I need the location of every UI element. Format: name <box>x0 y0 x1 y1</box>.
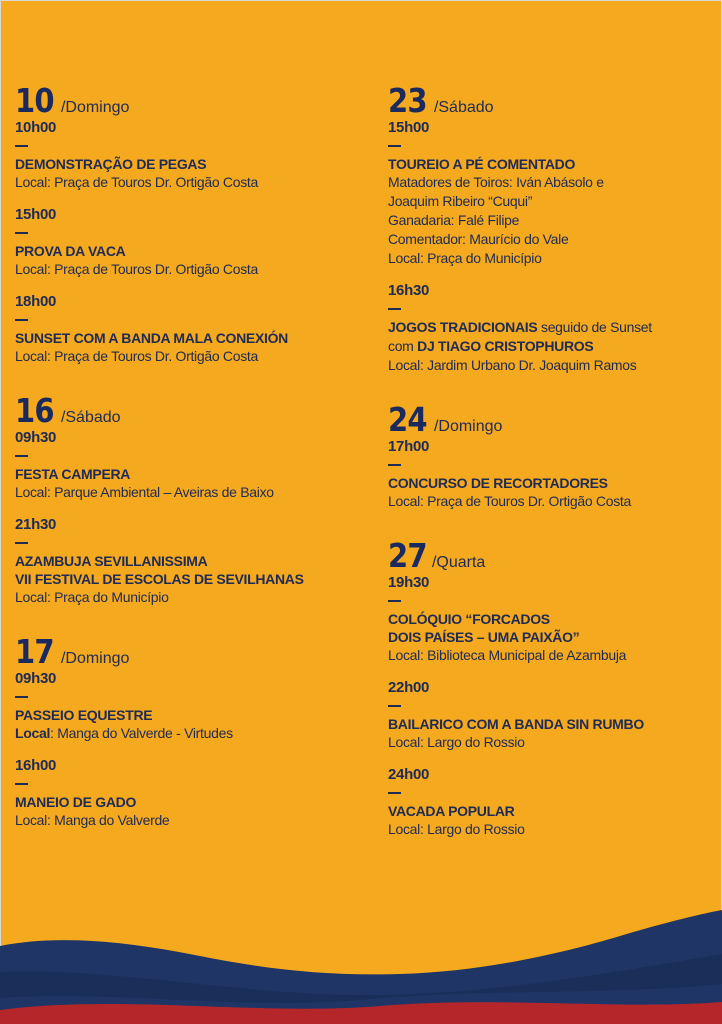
event-title: DEMONSTRAÇÃO DE PEGAS <box>15 156 207 172</box>
event-location: Local: Manga do Valverde <box>15 812 170 828</box>
day-weekday: /Sábado <box>433 99 494 116</box>
day-weekday: /Quarta <box>431 554 486 571</box>
day-number: 10 <box>15 81 54 120</box>
separator-dash <box>15 696 28 698</box>
separator-dash <box>15 455 28 457</box>
event-time: 10h00 <box>15 119 57 136</box>
event-title: AZAMBUJA SEVILLANISSIMA <box>15 553 208 569</box>
event-location: Local: Praça de Touros Dr. Ortigão Costa <box>15 261 258 277</box>
separator-dash <box>388 600 401 602</box>
day-number: 24 <box>388 400 427 439</box>
separator-dash <box>388 308 401 310</box>
schedule-right-column <box>388 81 708 857</box>
separator-dash <box>15 783 28 785</box>
event-detail: Ganadaria: Falé Filipe <box>388 212 520 228</box>
event-title: FESTA CAMPERA <box>15 466 131 482</box>
event <box>388 438 708 511</box>
event-title: MANEIO DE GADO <box>15 794 137 810</box>
event-location: Local: Praça do Município <box>15 589 169 605</box>
event <box>15 670 355 743</box>
event-dj-name: DJ TIAGO CRISTOPHUROS <box>417 338 594 354</box>
day-number: 16 <box>15 391 54 430</box>
event <box>15 429 355 502</box>
separator-dash <box>15 145 28 147</box>
day-23 <box>388 81 708 375</box>
event-title-bold: JOGOS TRADICIONAIS <box>388 319 538 335</box>
event-title: VACADA POPULAR <box>388 803 515 819</box>
event-title: PROVA DA VACA <box>15 243 126 259</box>
event <box>15 516 355 607</box>
event-title: CONCURSO DE RECORTADORES <box>388 475 608 491</box>
event-time: 17h00 <box>388 438 430 455</box>
event-detail: Joaquim Ribeiro “Cuqui” <box>388 193 533 209</box>
separator-dash <box>388 792 401 794</box>
local-label: Local <box>15 725 51 741</box>
separator-dash <box>15 542 28 544</box>
event-location: Local: Biblioteca Municipal de Azambuja <box>388 647 627 663</box>
event-title: TOUREIO A PÉ COMENTADO <box>388 156 576 172</box>
event-time: 16h30 <box>388 282 430 299</box>
event-time: 16h00 <box>15 757 57 774</box>
day-27 <box>388 536 708 839</box>
schedule-left-column <box>15 81 355 848</box>
event-location: Local: Praça de Touros Dr. Ortigão Costa <box>388 493 631 509</box>
decorative-wave-footer <box>0 884 722 1024</box>
day-weekday: /Sábado <box>60 409 121 426</box>
event-location: Local: Praça do Município <box>388 250 542 266</box>
day-number: 27 <box>388 536 427 575</box>
event-location: Local: Largo do Rossio <box>388 734 525 750</box>
separator-dash <box>388 145 401 147</box>
separator-dash <box>15 319 28 321</box>
event-location: Local: Jardim Urbano Dr. Joaquim Ramos <box>388 357 637 373</box>
day-weekday: /Domingo <box>433 418 503 435</box>
day-24 <box>388 400 708 511</box>
event-location: Local: Praça de Touros Dr. Ortigão Costa <box>15 174 258 190</box>
event <box>388 574 708 665</box>
event-time: 22h00 <box>388 679 430 696</box>
event-location: Local: Parque Ambiental – Aveiras de Baixo <box>15 484 274 500</box>
event-time: 15h00 <box>388 119 430 136</box>
event-title: SUNSET COM A BANDA MALA CONEXIÓN <box>15 330 288 346</box>
event <box>15 293 355 366</box>
event-dj-prefix: com <box>388 338 418 354</box>
event-title: VII FESTIVAL DE ESCOLAS DE SEVILHANAS <box>15 571 304 587</box>
event-title-rest: seguido de Sunset <box>537 319 652 335</box>
separator-dash <box>15 232 28 234</box>
separator-dash <box>388 464 401 466</box>
day-number: 17 <box>15 632 54 671</box>
event <box>388 766 708 839</box>
event-dj <box>388 337 708 356</box>
event <box>388 679 708 752</box>
event-title: PASSEIO EQUESTRE <box>15 707 153 723</box>
day-number: 23 <box>388 81 427 120</box>
event-time: 09h30 <box>15 429 57 446</box>
event-detail: Matadores de Toiros: Iván Abásolo e <box>388 174 604 190</box>
event-title: BAILARICO COM A BANDA SIN RUMBO <box>388 716 644 732</box>
event-title <box>388 318 708 337</box>
event <box>388 282 708 375</box>
separator-dash <box>388 705 401 707</box>
event <box>15 119 355 192</box>
day-16 <box>15 391 355 607</box>
event-title: DOIS PAÍSES – UMA PAIXÃO” <box>388 629 580 645</box>
event-time: 19h30 <box>388 574 430 591</box>
event-title: COLÓQUIO “FORCADOS <box>388 611 550 627</box>
day-17 <box>15 632 355 830</box>
event <box>15 757 355 830</box>
day-weekday: /Domingo <box>60 650 130 667</box>
event-time: 15h00 <box>15 206 57 223</box>
event-time: 09h30 <box>15 670 57 687</box>
local-value: : Manga do Valverde - Virtudes <box>50 725 233 741</box>
event <box>388 119 708 268</box>
event-detail: Comentador: Maurício do Vale <box>388 231 569 247</box>
event-time: 21h30 <box>15 516 57 533</box>
event-location: Local: Praça de Touros Dr. Ortigão Costa <box>15 348 258 364</box>
event <box>15 206 355 279</box>
day-10 <box>15 81 355 366</box>
event-location <box>15 724 355 743</box>
event-time: 18h00 <box>15 293 57 310</box>
event-location: Local: Largo do Rossio <box>388 821 525 837</box>
day-weekday: /Domingo <box>60 99 130 116</box>
event-time: 24h00 <box>388 766 430 783</box>
